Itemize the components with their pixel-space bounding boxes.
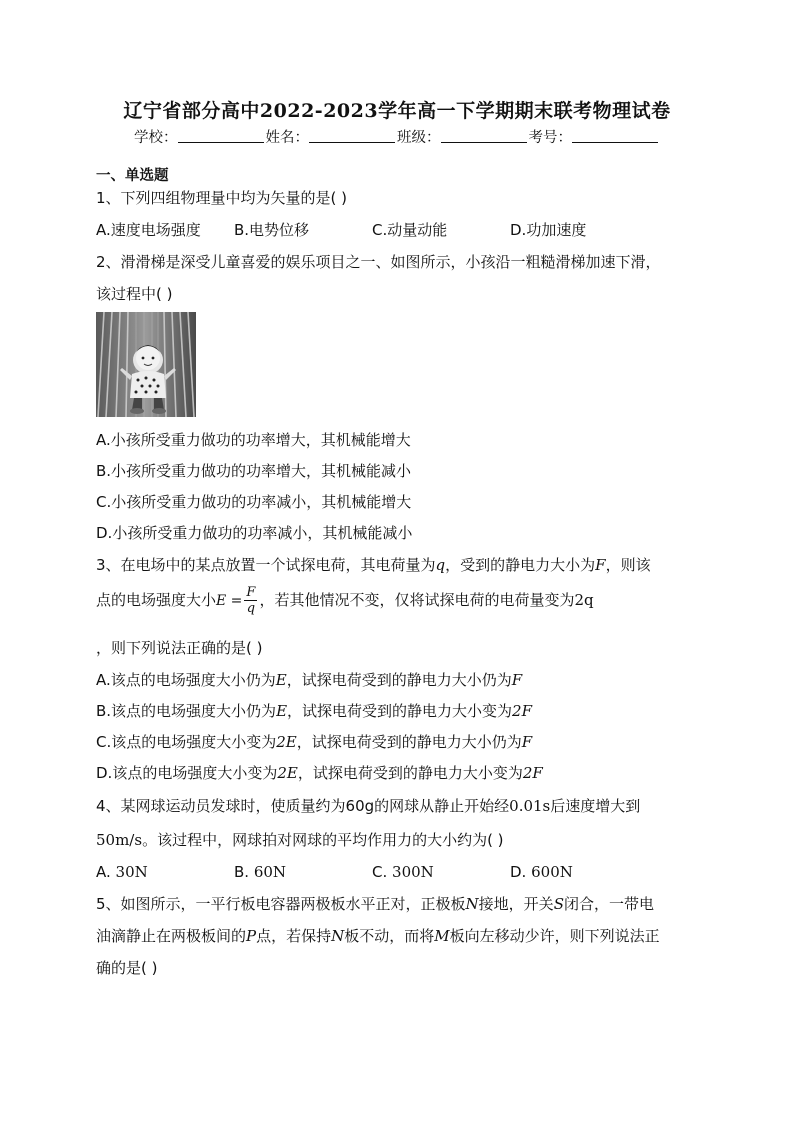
school-label: 学校： xyxy=(134,130,178,146)
school-blank[interactable] xyxy=(178,128,264,143)
q2-option-b: B.小孩所受重力做功的功率增大，其机械能减小 xyxy=(96,462,412,480)
q3-optB-F: 2F xyxy=(512,702,532,720)
q3-var-2q: 2q xyxy=(574,591,594,609)
q3-optA-F: F xyxy=(511,671,523,689)
q5-text-1c: 闭合，一带电 xyxy=(563,895,654,913)
q1-option-c: C.动量动能 xyxy=(372,221,448,239)
q3-optD-F: 2F xyxy=(522,764,543,782)
student-info-line xyxy=(0,126,794,147)
q3-text-1a: 3、在电场中的某点放置一个试探电荷，其电荷量为 xyxy=(96,556,436,574)
q2-option-c: C.小孩所受重力做功的功率减小，其机械能增大 xyxy=(96,493,412,511)
q1-stem: 1、下列四组物理量中均为矢量的是( ) xyxy=(96,189,348,207)
q4-text-1b: 后速度增大到 xyxy=(550,797,641,815)
q1-option-d: D.功加速度 xyxy=(510,221,587,239)
q3-optC-text-b: ，试探电荷受到的静电力大小仍为 xyxy=(296,733,522,751)
q5-text-1b: 接地，开关 xyxy=(478,895,554,913)
q2-option-a: A.小孩所受重力做功的功率增大，其机械能增大 xyxy=(96,431,411,449)
q3-text-1b: ，受到的静电力大小为 xyxy=(445,556,596,574)
q3-frac-den: q xyxy=(246,601,256,616)
q2-stem-line2: 该过程中( ) xyxy=(96,285,173,303)
class-label: 班级： xyxy=(397,130,441,146)
q1-option-b: B.电势位移 xyxy=(234,221,310,239)
q5-stem-line1 xyxy=(96,894,654,914)
q3-text-2b: ，若其他情况不变，仅将试探电荷的电荷量变为 xyxy=(259,591,575,609)
q5-text-1a: 5、如图所示，一平行板电容器两极板水平正对，正极板 xyxy=(96,895,466,913)
q3-stem-line2 xyxy=(96,582,594,619)
q3-optD-E: 2E xyxy=(277,764,298,782)
q2-option-d: D.小孩所受重力做功的功率减小，其机械能减小 xyxy=(96,524,413,542)
q4-option-c: C. 300N xyxy=(372,863,434,881)
q3-formula-lhs: E = xyxy=(216,593,243,609)
q3-optA-text-b: ，试探电荷受到的静电力大小仍为 xyxy=(286,671,512,689)
q4-option-b: B. 60N xyxy=(234,863,287,881)
q5-var-P: P xyxy=(246,927,257,945)
q5-var-N: N xyxy=(465,895,479,913)
q5-stem-line3: 确的是( ) xyxy=(96,959,158,977)
exam-no-blank[interactable] xyxy=(572,128,658,143)
q3-formula-fraction xyxy=(244,585,257,616)
q3-option-c xyxy=(96,732,532,752)
q5-text-2a: 油滴静止在两极板间的 xyxy=(96,927,247,945)
q3-var-q: q xyxy=(435,556,446,574)
class-blank[interactable] xyxy=(441,128,527,143)
q3-var-F: F xyxy=(595,556,606,574)
q3-option-a xyxy=(96,670,522,690)
q5-text-2d: 板向左移动少许，则下列说法正 xyxy=(449,927,660,945)
q2-stem-line1: 2、滑滑梯是深受儿童喜爱的娱乐项目之一、如图所示，小孩沿一粗糙滑梯加速下滑， xyxy=(96,253,661,271)
exam-no-label: 考号： xyxy=(528,130,572,146)
q5-stem-line2 xyxy=(96,926,660,946)
exam-title: 辽宁省部分高中2022-2023学年高一下学期期末联考物理试卷 xyxy=(123,100,671,122)
q5-text-2b: 点，若保持 xyxy=(256,927,332,945)
q3-text-1c: ，则该 xyxy=(605,556,651,574)
q3-optC-F: F xyxy=(521,733,533,751)
q3-optC-text-a: C.该点的电场强度大小变为 xyxy=(96,733,277,751)
q3-optA-text-a: A.该点的电场强度大小仍为 xyxy=(96,671,276,689)
q3-option-b xyxy=(96,701,532,721)
q4-option-d: D. 600N xyxy=(510,863,573,881)
name-blank[interactable] xyxy=(309,128,395,143)
q4-velocity: 50m/s xyxy=(96,831,143,849)
q3-option-d xyxy=(96,763,543,783)
q3-optC-E: 2E xyxy=(276,733,297,751)
q3-frac-num: F xyxy=(246,585,256,600)
q4-stem-line2 xyxy=(96,830,504,850)
q5-var-S: S xyxy=(553,895,564,913)
slide-child-photo xyxy=(96,312,196,417)
q3-optB-E: E xyxy=(276,702,288,720)
q1-option-a: A.速度电场强度 xyxy=(96,221,201,239)
q3-stem-line3: ，则下列说法正确的是( ) xyxy=(96,639,263,657)
name-label: 姓名： xyxy=(265,130,309,146)
q5-text-2c: 板不动，而将 xyxy=(344,927,435,945)
q4-text-2: 。该过程中，网球拍对网球的平均作用力的大小约为( ) xyxy=(142,831,504,849)
q5-var-N2: N xyxy=(331,927,345,945)
q3-optD-text-a: D.该点的电场强度大小变为 xyxy=(96,764,278,782)
q3-optB-text-b: ，试探电荷受到的静电力大小变为 xyxy=(287,702,513,720)
q4-option-a: A. 30N xyxy=(96,863,148,881)
q3-optA-E: E xyxy=(275,671,287,689)
q4-time: 0.01s xyxy=(509,797,551,815)
section-heading: 一、单选题 xyxy=(96,168,169,184)
q4-stem-line1 xyxy=(96,796,640,816)
q3-optB-text-a: B.该点的电场强度大小仍为 xyxy=(96,702,277,720)
q4-text-1a: 4、某网球运动员发球时，使质量约为60g的网球从静止开始经 xyxy=(96,797,510,815)
q3-optD-text-b: ，试探电荷受到的静电力大小变为 xyxy=(297,764,523,782)
q5-var-M: M xyxy=(434,927,450,945)
q3-stem-line1 xyxy=(96,555,651,575)
q3-text-2a: 点的电场强度大小 xyxy=(96,591,217,609)
